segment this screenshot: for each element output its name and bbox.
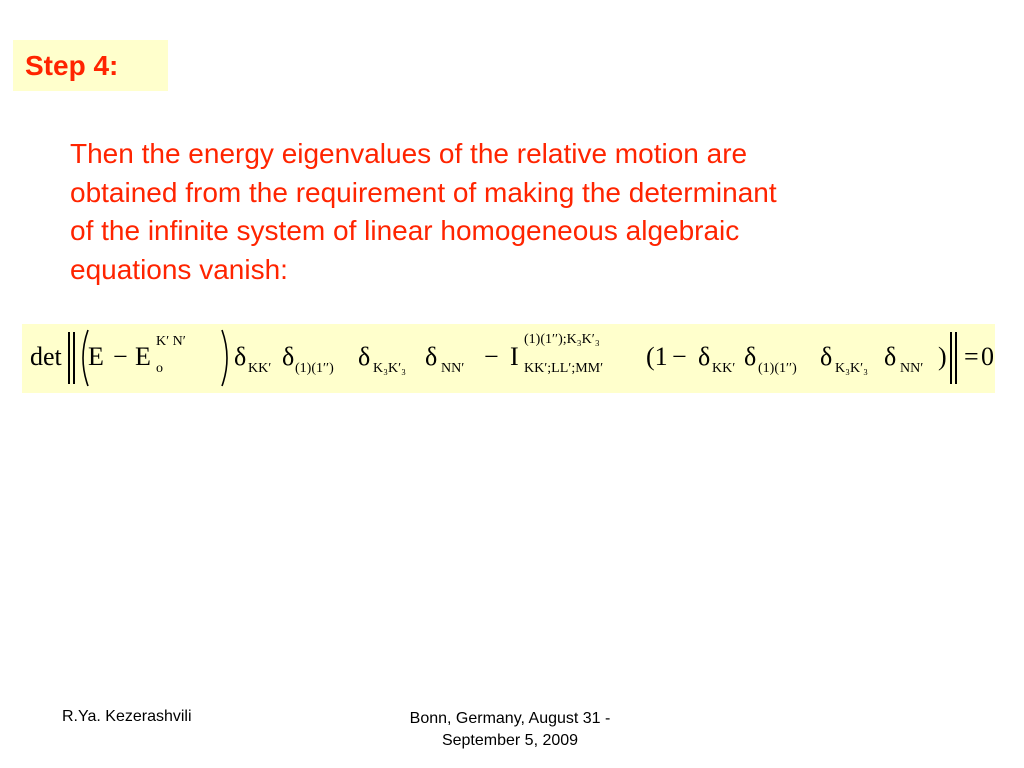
footer-venue bbox=[360, 708, 660, 752]
eq-delta-1-sub: KK′ bbox=[248, 361, 272, 376]
eq-delta-5-sub: KK′ bbox=[712, 361, 736, 376]
equation-box bbox=[22, 324, 995, 393]
footer-venue-line-1: Bonn, Germany, August 31 - bbox=[409, 710, 611, 727]
body-paragraph bbox=[70, 135, 970, 289]
body-line: equations vanish: bbox=[70, 253, 288, 285]
eq-equals: = bbox=[964, 342, 979, 371]
eq-delta-4-sub: NN′ bbox=[441, 361, 465, 376]
eq-left-norm-bar-1 bbox=[68, 332, 70, 384]
eq-delta-7: δ bbox=[820, 342, 833, 371]
eq-delta-2: δ bbox=[282, 342, 295, 371]
eq-I: I bbox=[510, 342, 519, 371]
eq-zero: 0 bbox=[981, 342, 994, 371]
eq-Eo-sub: o bbox=[156, 361, 163, 376]
eq-Eo: E bbox=[135, 342, 151, 371]
eq-delta-2-sub: (1)(1′′) bbox=[295, 361, 334, 376]
eq-paren-open: (1 bbox=[646, 342, 668, 371]
eq-delta-8-sub: NN′ bbox=[900, 361, 924, 376]
eq-minus-3: − bbox=[672, 342, 687, 371]
eq-I-sup: (1)(1′′);K₃K′₃ bbox=[524, 332, 600, 347]
eq-delta-1: δ bbox=[234, 342, 247, 371]
eq-right-paren bbox=[220, 328, 234, 388]
eq-delta-3: δ bbox=[358, 342, 371, 371]
eq-delta-8: δ bbox=[884, 342, 897, 371]
step-title-box bbox=[13, 40, 168, 91]
eq-right-norm-bar-2 bbox=[955, 332, 957, 384]
footer-author: R.Ya. Kezerashvili bbox=[62, 708, 192, 725]
eq-paren-close: ) bbox=[938, 342, 947, 371]
step-title: Step 4: bbox=[25, 50, 119, 81]
eq-minus-1: − bbox=[113, 342, 128, 371]
eq-delta-6: δ bbox=[744, 342, 757, 371]
eq-E: E bbox=[88, 342, 104, 371]
eq-left-norm-bar-2 bbox=[73, 332, 75, 384]
footer-venue-line-2: September 5, 2009 bbox=[441, 732, 579, 749]
eq-det: det bbox=[30, 342, 62, 371]
eq-Eo-sup: K′ N′ bbox=[156, 334, 186, 349]
body-line: of the infinite system of linear homogeneous algebraic bbox=[70, 215, 740, 246]
eq-minus-2: − bbox=[484, 342, 499, 371]
eq-delta-7-sub: K₃K′₃ bbox=[835, 361, 869, 376]
eq-delta-6-sub: (1)(1′′) bbox=[758, 361, 797, 376]
determinant-equation bbox=[22, 324, 995, 393]
eq-delta-5: δ bbox=[698, 342, 711, 371]
eq-I-sub: KK′;LL′;MM′ bbox=[524, 361, 604, 376]
body-line: obtained from the requirement of making the determinant bbox=[70, 176, 777, 208]
eq-right-norm-bar-1 bbox=[950, 332, 952, 384]
body-line: Then the energy eigenvalues of the relative motion are bbox=[70, 138, 748, 169]
eq-delta-3-sub: K₃K′₃ bbox=[373, 361, 407, 376]
eq-delta-4: δ bbox=[425, 342, 438, 371]
